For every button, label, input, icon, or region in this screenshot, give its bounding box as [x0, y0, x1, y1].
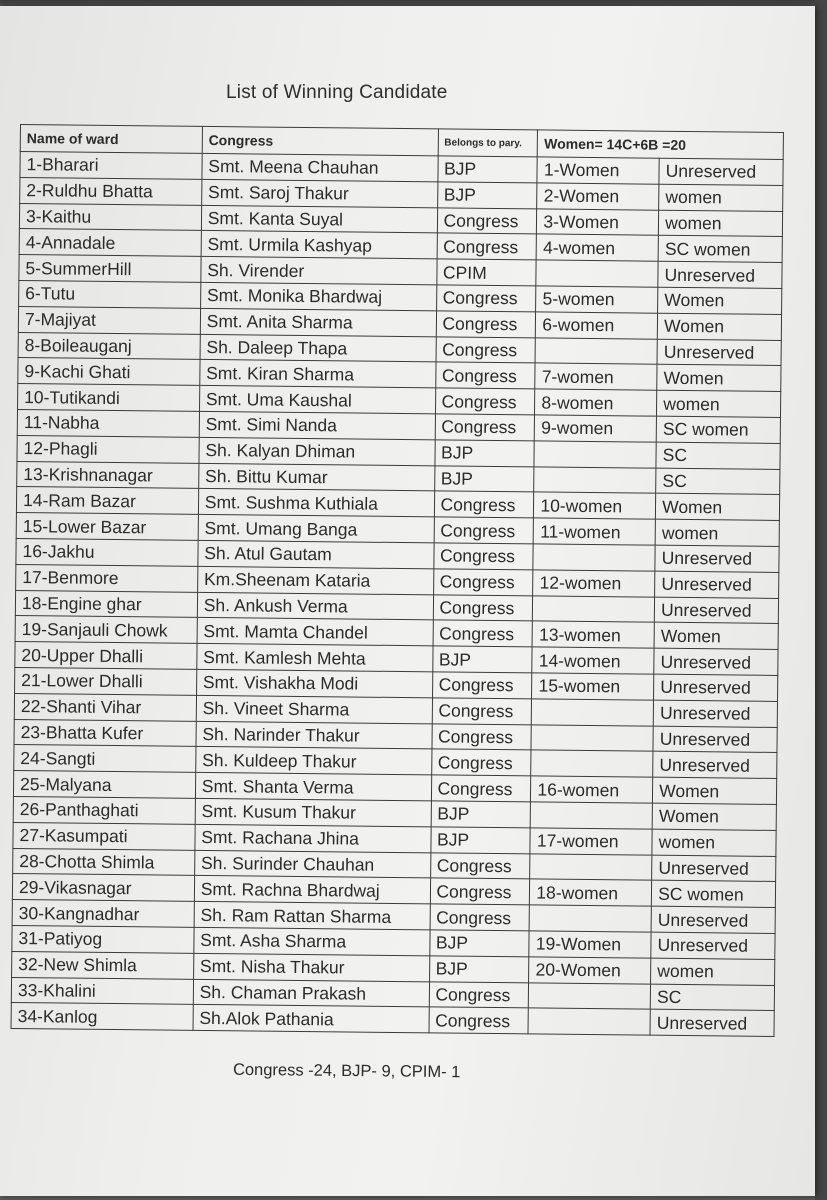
women-count-cell: 1-Women — [537, 157, 659, 184]
ward-cell: 6-Tutu — [19, 280, 201, 308]
party-cell: Congress — [430, 904, 530, 931]
candidate-cell: Sh. Atul Gautam — [198, 540, 434, 568]
ward-cell: 3-Kaithu — [19, 203, 201, 231]
category-cell: SC — [650, 984, 774, 1011]
candidate-cell: Smt. Anita Sharma — [200, 308, 436, 336]
women-count-cell — [529, 982, 651, 1009]
table-body — [11, 152, 783, 1037]
party-cell: Congress — [437, 233, 537, 260]
party-cell: Congress — [436, 285, 536, 312]
party-cell: BJP — [431, 801, 531, 828]
party-cell: Congress — [429, 981, 529, 1008]
category-cell: SC women — [656, 416, 780, 443]
candidate-cell: Sh. Vineet Sharma — [196, 695, 432, 723]
women-count-cell — [528, 1008, 650, 1035]
header-ward: Name of ward — [20, 125, 202, 154]
party-summary: Congress -24, BJP- 9, CPIM- 1 — [232, 1060, 461, 1082]
party-cell: Congress — [431, 775, 531, 802]
women-count-cell: 8-women — [535, 389, 657, 416]
candidate-cell: Smt. Rachna Bhardwaj — [194, 876, 430, 904]
category-cell: Unreserved — [654, 674, 778, 701]
party-cell: Congress — [434, 517, 534, 544]
paper-sheet — [0, 6, 815, 1196]
party-cell: BJP — [429, 956, 529, 983]
ward-cell: 28-Chotta Shimla — [13, 848, 195, 876]
women-count-cell — [535, 337, 657, 364]
party-cell: Congress — [435, 362, 535, 389]
category-cell: Unreserved — [655, 571, 779, 598]
women-count-cell: 6-women — [536, 312, 658, 339]
ward-cell: 11-Nabha — [17, 409, 199, 437]
party-cell: Congress — [435, 414, 535, 441]
ward-cell: 4-Annadale — [19, 229, 201, 257]
ward-cell: 27-Kasumpati — [13, 822, 195, 850]
party-cell: Congress — [433, 594, 533, 621]
women-count-cell: 9-women — [535, 415, 657, 442]
candidate-cell: Smt. Vishakha Modi — [196, 669, 432, 697]
category-cell: Unreserved — [657, 339, 781, 366]
women-count-cell — [529, 905, 651, 932]
women-count-cell: 11-women — [534, 518, 656, 545]
candidate-cell: Smt. Uma Kaushal — [199, 386, 435, 414]
women-count-cell — [531, 750, 653, 777]
women-count-cell — [536, 260, 658, 287]
women-count-cell: 3-Women — [537, 209, 659, 236]
women-count-cell: 7-women — [535, 363, 657, 390]
party-cell: Congress — [436, 336, 536, 363]
party-cell: Congress — [434, 491, 534, 518]
women-count-cell: 18-women — [530, 879, 652, 906]
candidate-cell: Smt. Kamlesh Mehta — [197, 644, 433, 672]
party-cell: BJP — [437, 182, 537, 209]
ward-cell: 25-Malyana — [13, 771, 195, 799]
category-cell: Unreserved — [655, 545, 779, 572]
ward-cell: 21-Lower Dhalli — [15, 667, 197, 695]
candidate-cell: Sh. Virender — [201, 257, 437, 285]
candidate-cell: Km.Sheenam Kataria — [197, 566, 433, 594]
candidate-cell: Smt. Mamta Chandel — [197, 618, 433, 646]
party-cell: BJP — [432, 646, 532, 673]
women-count-cell — [534, 466, 656, 493]
category-cell: Women — [656, 494, 780, 521]
women-count-cell — [532, 699, 654, 726]
ward-cell: 7-Majiyat — [18, 306, 200, 334]
ward-cell: 18-Engine ghar — [15, 590, 197, 618]
candidate-cell: Sh. Narinder Thakur — [196, 721, 432, 749]
party-cell: CPIM — [436, 259, 536, 286]
candidate-cell: Sh. Daleep Thapa — [200, 334, 436, 362]
ward-cell: 23-Bhatta Kufer — [14, 719, 196, 747]
category-cell: women — [652, 829, 776, 856]
candidate-cell: Sh.Alok Pathania — [193, 1005, 429, 1033]
category-cell: Women — [657, 313, 781, 340]
category-cell: Unreserved — [654, 648, 778, 675]
category-cell: Women — [653, 777, 777, 804]
women-count-cell — [534, 441, 656, 468]
candidate-cell: Smt. Kanta Suyal — [201, 205, 437, 233]
category-cell: Unreserved — [651, 906, 775, 933]
header-women: Women= 14C+6B =20 — [538, 130, 784, 160]
party-cell: BJP — [430, 827, 530, 854]
category-cell: SC — [656, 442, 780, 469]
women-count-cell — [533, 595, 655, 622]
ward-cell: 1-Bharari — [20, 152, 202, 180]
party-cell: Congress — [433, 543, 533, 570]
party-cell: Congress — [429, 1007, 529, 1034]
women-count-cell: 15-women — [532, 673, 654, 700]
women-count-cell — [533, 544, 655, 571]
ward-cell: 31-Patiyog — [12, 925, 194, 953]
candidate-cell: Sh. Ram Rattan Sharma — [194, 901, 430, 929]
women-count-cell: 17-women — [530, 828, 652, 855]
category-cell: Unreserved — [653, 751, 777, 778]
candidate-cell: Smt. Meena Chauhan — [202, 153, 438, 181]
women-count-cell: 19-Women — [529, 931, 651, 958]
category-cell: women — [659, 210, 783, 237]
category-cell: Unreserved — [658, 261, 782, 288]
ward-cell: 19-Sanjauli Chowk — [15, 616, 197, 644]
party-cell: Congress — [433, 569, 533, 596]
candidate-cell: Sh. Chaman Prakash — [193, 979, 429, 1007]
category-cell: Unreserved — [650, 1009, 774, 1036]
candidate-cell: Sh. Surinder Chauhan — [194, 850, 430, 878]
candidate-cell: Sh. Bittu Kumar — [198, 463, 434, 491]
women-count-cell — [531, 802, 653, 829]
category-cell: Unreserved — [659, 158, 783, 185]
women-count-cell: 4-women — [536, 234, 658, 261]
party-cell: BJP — [429, 930, 529, 957]
category-cell: women — [651, 958, 775, 985]
category-cell: SC — [656, 468, 780, 495]
ward-cell: 26-Panthaghati — [13, 796, 195, 824]
candidate-cell: Smt. Nisha Thakur — [193, 953, 429, 981]
candidate-cell: Smt. Monika Bhardwaj — [200, 282, 436, 310]
category-cell: Women — [657, 365, 781, 392]
ward-cell: 29-Vikasnagar — [12, 874, 194, 902]
candidate-cell: Sh. Kalyan Dhiman — [199, 437, 435, 465]
ward-cell: 10-Tutikandi — [18, 384, 200, 412]
party-cell: Congress — [432, 698, 532, 725]
party-cell: Congress — [432, 672, 532, 699]
party-cell: BJP — [434, 465, 534, 492]
candidate-cell: Smt. Saroj Thakur — [201, 179, 437, 207]
women-count-cell: 14-women — [532, 647, 654, 674]
party-cell: Congress — [435, 388, 535, 415]
candidates-table — [11, 124, 784, 1037]
party-cell: Congress — [436, 311, 536, 338]
women-count-cell — [530, 853, 652, 880]
category-cell: Unreserved — [651, 932, 775, 959]
ward-cell: 8-Boileauganj — [18, 332, 200, 360]
header-candidate: Congress — [202, 126, 438, 155]
women-count-cell — [531, 724, 653, 751]
ward-cell: 5-SummerHill — [19, 255, 201, 283]
party-cell: Congress — [431, 723, 531, 750]
ward-cell: 30-Kangnadhar — [12, 900, 194, 928]
category-cell: Unreserved — [653, 726, 777, 753]
category-cell: Women — [652, 803, 776, 830]
category-cell: Women — [654, 623, 778, 650]
category-cell: Unreserved — [652, 855, 776, 882]
party-cell: Congress — [430, 878, 530, 905]
women-count-cell: 13-women — [532, 621, 654, 648]
ward-cell: 33-Khalini — [11, 977, 193, 1005]
photo-background-right — [815, 0, 827, 1200]
women-count-cell: 16-women — [531, 776, 653, 803]
candidate-cell: Sh. Ankush Verma — [197, 592, 433, 620]
category-cell: women — [659, 184, 783, 211]
candidate-cell: Sh. Kuldeep Thakur — [195, 747, 431, 775]
candidate-cell: Smt. Umang Banga — [198, 515, 434, 543]
candidate-cell: Smt. Urmila Kashyap — [201, 231, 437, 259]
party-cell: Congress — [433, 620, 533, 647]
party-cell: Congress — [437, 207, 537, 234]
ward-cell: 15-Lower Bazar — [16, 513, 198, 541]
ward-cell: 12-Phagli — [17, 435, 199, 463]
ward-cell: 17-Benmore — [16, 564, 198, 592]
women-count-cell: 2-Women — [537, 183, 659, 210]
candidate-cell: Smt. Rachana Jhina — [195, 824, 431, 852]
candidate-cell: Smt. Simi Nanda — [199, 411, 435, 439]
women-count-cell: 20-Women — [529, 957, 651, 984]
ward-cell: 20-Upper Dhalli — [15, 642, 197, 670]
ward-cell: 32-New Shimla — [12, 951, 194, 979]
party-cell: BJP — [437, 156, 537, 183]
party-cell: BJP — [434, 440, 534, 467]
category-cell: women — [657, 390, 781, 417]
ward-cell: 24-Sangti — [14, 745, 196, 773]
category-cell: SC women — [658, 236, 782, 263]
candidate-cell: Smt. Asha Sharma — [194, 927, 430, 955]
candidate-cell: Smt. Shanta Verma — [195, 772, 431, 800]
ward-cell: 14-Ram Bazar — [16, 487, 198, 515]
women-count-cell: 10-women — [534, 492, 656, 519]
category-cell: Unreserved — [653, 700, 777, 727]
category-cell: SC women — [651, 880, 775, 907]
candidate-cell: Smt. Kusum Thakur — [195, 798, 431, 826]
women-count-cell: 12-women — [533, 570, 655, 597]
women-count-cell: 5-women — [536, 286, 658, 313]
party-cell: Congress — [430, 852, 530, 879]
ward-cell: 34-Kanlog — [11, 1003, 193, 1031]
category-cell: women — [655, 519, 779, 546]
ward-cell: 22-Shanti Vihar — [14, 693, 196, 721]
document-title: List of Winning Candidate — [226, 82, 448, 103]
party-cell: Congress — [431, 749, 531, 776]
candidate-cell: Smt. Sushma Kuthiala — [198, 489, 434, 517]
ward-cell: 9-Kachi Ghati — [18, 358, 200, 386]
ward-cell: 2-Ruldhu Bhatta — [20, 177, 202, 205]
header-party: Belongs to pary. — [438, 129, 538, 157]
category-cell: Unreserved — [654, 597, 778, 624]
candidate-cell: Smt. Kiran Sharma — [200, 360, 436, 388]
category-cell: Women — [658, 287, 782, 314]
ward-cell: 16-Jakhu — [16, 538, 198, 566]
ward-cell: 13-Krishnanagar — [17, 461, 199, 489]
